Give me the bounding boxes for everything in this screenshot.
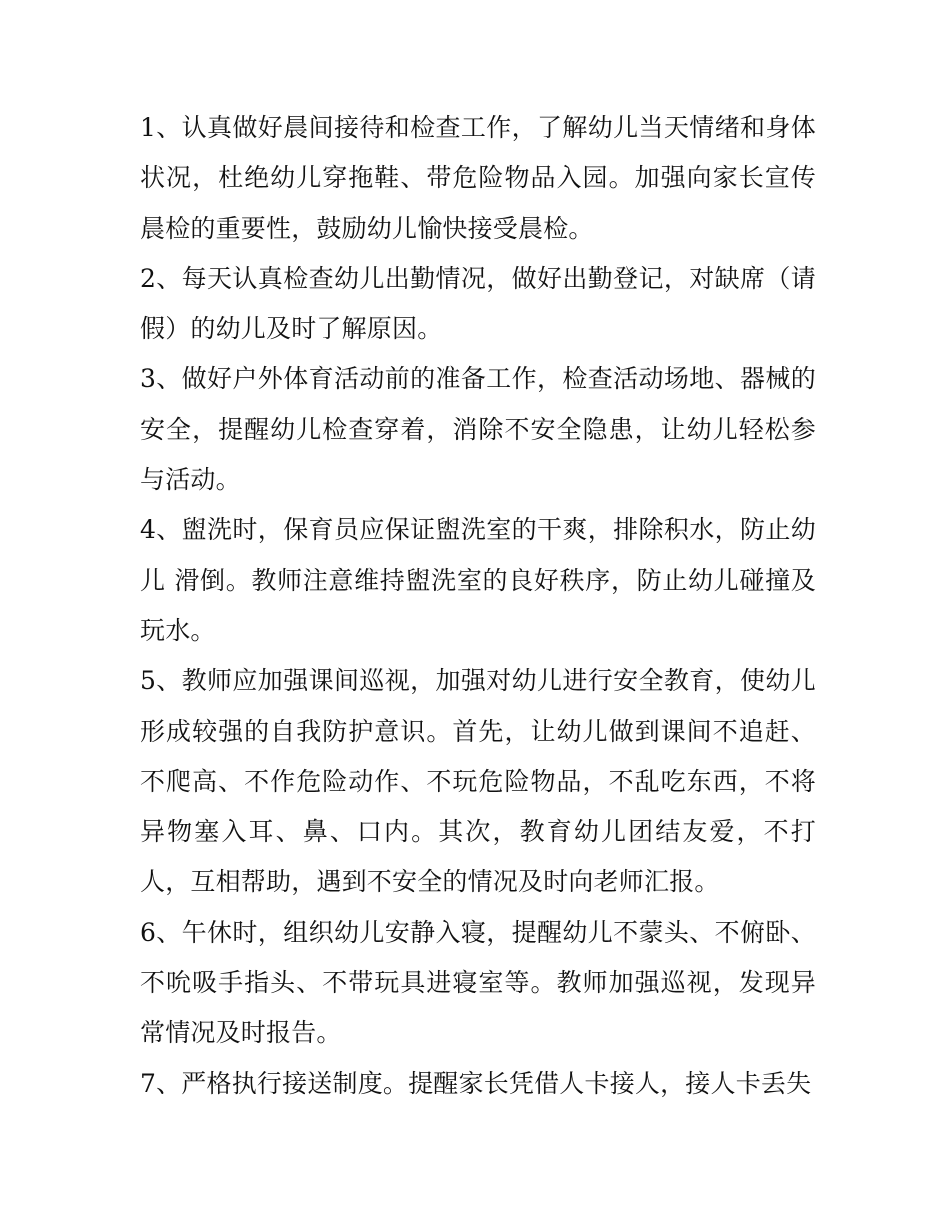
paragraph-6: 6、午休时，组织幼儿安静入寝，提醒幼儿不蒙头、不俯卧、不吮吸手指头、不带玩具进寝室等。教师加强巡视，发现异常情况及时报告。 bbox=[140, 917, 816, 1048]
paragraph-1: 1、认真做好晨间接待和检查工作，了解幼儿当天情绪和身体状况，杜绝幼儿穿拖鞋、带危险物品入园。加强向家长宣传晨检的重要性，鼓励幼儿愉快接受晨检。 bbox=[140, 113, 816, 243]
document-body bbox=[140, 103, 816, 1109]
paragraph-5: 5、教师应加强课间巡视，加强对幼儿进行安全教育，使幼儿形成较强的自我防护意识。首先，让幼儿做到课间不追赶、不爬高、不作危险动作、不玩危险物品，不乱吃东西，不将异物塞入耳、鼻、口内。其次，教育幼儿团结友爱，不打人，互相帮助，遇到不安全的情况及时向老师汇报。 bbox=[140, 666, 816, 897]
paragraph-2: 2、每天认真检查幼儿出勤情况，做好出勤登记，对缺席（请假）的幼儿及时了解原因。 bbox=[140, 263, 816, 344]
paragraph-3: 3、做好户外体育活动前的准备工作，检查活动场地、器械的安全，提醒幼儿检查穿着，消除不安全隐患，让幼儿轻松参与活动。 bbox=[140, 364, 816, 495]
paragraph-7: 7、严格执行接送制度。提醒家长凭借人卡接人，接人卡丢失 bbox=[140, 1068, 812, 1098]
paragraph-4: 4、盥洗时，保育员应保证盥洗室的干爽，排除积水，防止幼儿 滑倒。教师注意维持盥洗室的良好秩序，防止幼儿碰撞及玩水。 bbox=[140, 515, 816, 645]
